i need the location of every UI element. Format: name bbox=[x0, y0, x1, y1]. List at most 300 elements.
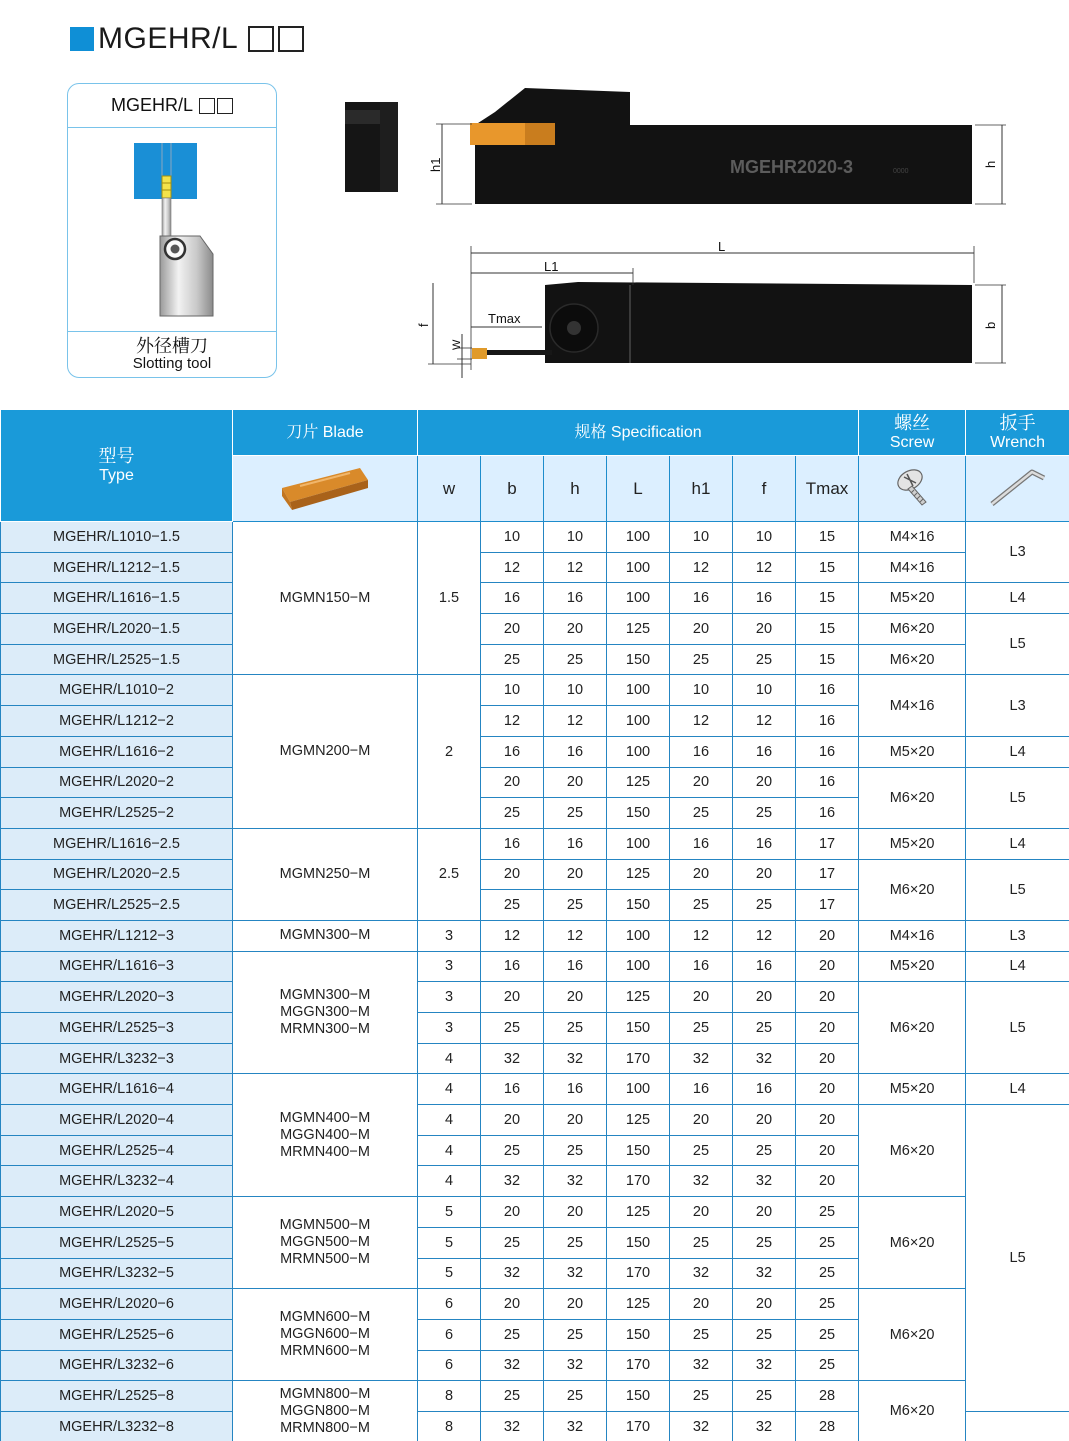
h1-cell: 16 bbox=[670, 583, 733, 614]
h-cell: 25 bbox=[544, 1319, 607, 1350]
col-f: f bbox=[733, 456, 796, 522]
blade-code: MGMN300−M bbox=[279, 927, 371, 944]
b-cell: 20 bbox=[481, 1289, 544, 1320]
h1-cell: 32 bbox=[670, 1043, 733, 1074]
h-cell: 16 bbox=[544, 736, 607, 767]
L-cell: 100 bbox=[607, 552, 670, 583]
w-cell: 3 bbox=[418, 951, 481, 982]
screw-cell: M6×20 bbox=[859, 1105, 966, 1197]
col-tmax: Tmax bbox=[796, 456, 859, 522]
tmax-cell: 15 bbox=[796, 644, 859, 675]
model-cell: MGEHR/L2525−5 bbox=[1, 1227, 233, 1258]
blade-code: MGMN150−M bbox=[279, 589, 371, 606]
dim-label-L: L bbox=[718, 239, 726, 254]
model-cell: MGEHR/L2020−2.5 bbox=[1, 859, 233, 890]
b-cell: 20 bbox=[481, 1105, 544, 1136]
L-cell: 100 bbox=[607, 522, 670, 553]
f-cell: 32 bbox=[733, 1043, 796, 1074]
wrench-cell: L3 bbox=[966, 522, 1069, 583]
blade-code: MRMN400−M bbox=[280, 1143, 370, 1160]
f-cell: 16 bbox=[733, 828, 796, 859]
L-cell: 100 bbox=[607, 675, 670, 706]
blade-cell bbox=[233, 1289, 418, 1381]
screw-cell: M6×20 bbox=[859, 644, 966, 675]
tmax-cell: 16 bbox=[796, 767, 859, 798]
h-cell: 32 bbox=[544, 1258, 607, 1289]
tmax-cell: 16 bbox=[796, 798, 859, 829]
f-cell: 16 bbox=[733, 1074, 796, 1105]
h-cell: 12 bbox=[544, 920, 607, 951]
col-w: w bbox=[418, 456, 481, 522]
blade-cell bbox=[233, 1074, 418, 1197]
blade-code: MGMN300−M bbox=[279, 987, 371, 1003]
b-cell: 20 bbox=[481, 859, 544, 890]
table-row bbox=[1, 951, 1069, 982]
b-cell: 32 bbox=[481, 1043, 544, 1074]
h-cell: 20 bbox=[544, 982, 607, 1013]
b-cell: 25 bbox=[481, 890, 544, 921]
w-cell: 4 bbox=[418, 1074, 481, 1105]
screw-cell: M6×20 bbox=[859, 1381, 966, 1441]
f-cell: 25 bbox=[733, 1135, 796, 1166]
h1-cell: 12 bbox=[670, 552, 733, 583]
L-cell: 100 bbox=[607, 706, 670, 737]
screw-cell: M6×20 bbox=[859, 859, 966, 920]
table-row bbox=[1, 736, 1069, 767]
w-cell: 4 bbox=[418, 1135, 481, 1166]
h-cell: 20 bbox=[544, 859, 607, 890]
L-cell: 125 bbox=[607, 1197, 670, 1228]
L-cell: 170 bbox=[607, 1258, 670, 1289]
caption-chinese: 外径槽刀 bbox=[136, 336, 208, 357]
b-cell: 20 bbox=[481, 767, 544, 798]
f-cell: 25 bbox=[733, 1227, 796, 1258]
f-cell: 12 bbox=[733, 706, 796, 737]
h1-cell: 20 bbox=[670, 859, 733, 890]
blade-code: MGGN400−M bbox=[280, 1126, 370, 1143]
L-cell: 100 bbox=[607, 828, 670, 859]
w-cell: 6 bbox=[418, 1350, 481, 1381]
blade-cell bbox=[233, 920, 418, 951]
L-cell: 170 bbox=[607, 1350, 670, 1381]
w-cell: 3 bbox=[418, 920, 481, 951]
tmax-cell: 16 bbox=[796, 675, 859, 706]
table-row bbox=[1, 920, 1069, 951]
model-cell: MGEHR/L2525−2 bbox=[1, 798, 233, 829]
wrench-cell: L4 bbox=[966, 828, 1069, 859]
blade-code: MRMN500−M bbox=[280, 1251, 370, 1268]
blade-cell bbox=[233, 1381, 418, 1441]
header-wrench: 扳手 Wrench bbox=[966, 410, 1069, 456]
b-cell: 25 bbox=[481, 1135, 544, 1166]
dim-label-f: f bbox=[416, 323, 431, 327]
slotting-tool-illustration bbox=[68, 128, 277, 331]
model-cell: MGEHR/L2020−1.5 bbox=[1, 614, 233, 645]
header-blade: 刀片 Blade bbox=[233, 410, 418, 456]
engraving-text: MGEHR2020-3 bbox=[730, 157, 854, 177]
wrench-cell: L5 bbox=[966, 982, 1069, 1074]
h1-cell: 32 bbox=[670, 1166, 733, 1197]
L-cell: 100 bbox=[607, 583, 670, 614]
table-row bbox=[1, 767, 1069, 798]
blade-code: MRMN300−M bbox=[280, 1021, 370, 1037]
model-cell: MGEHR/L3232−3 bbox=[1, 1043, 233, 1074]
tool-card-caption bbox=[68, 331, 276, 377]
tmax-cell: 20 bbox=[796, 951, 859, 982]
model-cell: MGEHR/L2020−4 bbox=[1, 1105, 233, 1136]
blade-insert-image bbox=[233, 456, 418, 522]
table-row bbox=[1, 1105, 1069, 1136]
h1-cell: 12 bbox=[670, 706, 733, 737]
model-cell: MGEHR/L2020−3 bbox=[1, 982, 233, 1013]
f-cell: 20 bbox=[733, 1289, 796, 1320]
model-cell: MGEHR/L3232−4 bbox=[1, 1166, 233, 1197]
b-cell: 12 bbox=[481, 920, 544, 951]
table-row bbox=[1, 1074, 1069, 1105]
title-blank-boxes bbox=[248, 26, 304, 52]
table-row bbox=[1, 522, 1069, 553]
L-cell: 150 bbox=[607, 798, 670, 829]
model-cell: MGEHR/L2020−5 bbox=[1, 1197, 233, 1228]
screw-cell: M4×16 bbox=[859, 522, 966, 553]
screw-cell: M5×20 bbox=[859, 1074, 966, 1105]
f-cell: 16 bbox=[733, 736, 796, 767]
f-cell: 20 bbox=[733, 1197, 796, 1228]
w-cell: 8 bbox=[418, 1411, 481, 1441]
h1-cell: 25 bbox=[670, 644, 733, 675]
blade-code: MGGN800−M bbox=[280, 1402, 370, 1419]
wrench-cell: L4 bbox=[966, 951, 1069, 982]
model-cell: MGEHR/L2525−1.5 bbox=[1, 644, 233, 675]
h1-cell: 25 bbox=[670, 1013, 733, 1044]
model-cell: MGEHR/L1212−2 bbox=[1, 706, 233, 737]
h1-cell: 20 bbox=[670, 767, 733, 798]
model-cell: MGEHR/L2525−6 bbox=[1, 1319, 233, 1350]
title-text: MGEHR/L bbox=[98, 22, 239, 55]
h-cell: 16 bbox=[544, 951, 607, 982]
model-cell: MGEHR/L1616−2.5 bbox=[1, 828, 233, 859]
f-cell: 12 bbox=[733, 920, 796, 951]
tmax-cell: 28 bbox=[796, 1381, 859, 1412]
w-cell: 3 bbox=[418, 1013, 481, 1044]
h-cell: 20 bbox=[544, 1197, 607, 1228]
L-cell: 125 bbox=[607, 982, 670, 1013]
h1-cell: 32 bbox=[670, 1350, 733, 1381]
b-cell: 32 bbox=[481, 1166, 544, 1197]
h1-cell: 20 bbox=[670, 982, 733, 1013]
h-cell: 25 bbox=[544, 1227, 607, 1258]
f-cell: 10 bbox=[733, 675, 796, 706]
h1-cell: 25 bbox=[670, 1135, 733, 1166]
tmax-cell: 25 bbox=[796, 1258, 859, 1289]
f-cell: 16 bbox=[733, 951, 796, 982]
h-cell: 25 bbox=[544, 1381, 607, 1412]
blade-code: MGGN600−M bbox=[280, 1326, 370, 1343]
f-cell: 32 bbox=[733, 1350, 796, 1381]
screw-cell: M4×16 bbox=[859, 920, 966, 951]
tmax-cell: 28 bbox=[796, 1411, 859, 1441]
tmax-cell: 25 bbox=[796, 1350, 859, 1381]
L-cell: 170 bbox=[607, 1166, 670, 1197]
h1-cell: 12 bbox=[670, 920, 733, 951]
L-cell: 100 bbox=[607, 736, 670, 767]
model-cell: MGEHR/L2525−2.5 bbox=[1, 890, 233, 921]
tmax-cell: 25 bbox=[796, 1197, 859, 1228]
h-cell: 32 bbox=[544, 1043, 607, 1074]
blade-code: MRMN800−M bbox=[280, 1419, 370, 1436]
L-cell: 150 bbox=[607, 1319, 670, 1350]
f-cell: 20 bbox=[733, 767, 796, 798]
table-row bbox=[1, 644, 1069, 675]
wrench-cell: L3 bbox=[966, 675, 1069, 736]
L-cell: 125 bbox=[607, 1105, 670, 1136]
screw-cell: M6×20 bbox=[859, 1197, 966, 1289]
f-cell: 20 bbox=[733, 859, 796, 890]
model-cell: MGEHR/L2020−6 bbox=[1, 1289, 233, 1320]
L-cell: 150 bbox=[607, 1135, 670, 1166]
dim-label-w: W bbox=[451, 339, 463, 350]
b-cell: 25 bbox=[481, 798, 544, 829]
h-cell: 16 bbox=[544, 583, 607, 614]
h-cell: 20 bbox=[544, 1105, 607, 1136]
table-row bbox=[1, 1289, 1069, 1320]
dim-label-h1: h1 bbox=[428, 157, 443, 172]
blade-code: MGGN300−M bbox=[280, 1004, 370, 1020]
w-cell: 8 bbox=[418, 1381, 481, 1412]
title-square-mark bbox=[70, 27, 94, 51]
h-cell: 25 bbox=[544, 798, 607, 829]
f-cell: 25 bbox=[733, 1319, 796, 1350]
b-cell: 20 bbox=[481, 982, 544, 1013]
hex-wrench-icon bbox=[986, 464, 1050, 508]
table-row bbox=[1, 583, 1069, 614]
top-view bbox=[416, 239, 1006, 378]
w-cell: 4 bbox=[418, 1166, 481, 1197]
wrench-cell: L5 bbox=[966, 1105, 1069, 1412]
b-cell: 25 bbox=[481, 1013, 544, 1044]
L-cell: 100 bbox=[607, 920, 670, 951]
col-h1: h1 bbox=[670, 456, 733, 522]
col-h: h bbox=[544, 456, 607, 522]
header-type: 型号 Type bbox=[1, 410, 233, 522]
blade-code: MGMN500−M bbox=[279, 1217, 371, 1234]
f-cell: 12 bbox=[733, 552, 796, 583]
h1-cell: 16 bbox=[670, 951, 733, 982]
blade-insert-icon bbox=[270, 458, 380, 514]
technical-drawing bbox=[330, 80, 1030, 390]
h-cell: 12 bbox=[544, 552, 607, 583]
model-cell: MGEHR/L1212−3 bbox=[1, 920, 233, 951]
h1-cell: 10 bbox=[670, 675, 733, 706]
b-cell: 25 bbox=[481, 1227, 544, 1258]
b-cell: 32 bbox=[481, 1350, 544, 1381]
L-cell: 170 bbox=[607, 1411, 670, 1441]
tmax-cell: 16 bbox=[796, 736, 859, 767]
screw-cell: M5×20 bbox=[859, 583, 966, 614]
tmax-cell: 20 bbox=[796, 1166, 859, 1197]
L-cell: 125 bbox=[607, 859, 670, 890]
h-cell: 10 bbox=[544, 675, 607, 706]
h-cell: 16 bbox=[544, 1074, 607, 1105]
wrench-cell: L3 bbox=[966, 920, 1069, 951]
tmax-cell: 15 bbox=[796, 583, 859, 614]
h-cell: 20 bbox=[544, 1289, 607, 1320]
b-cell: 20 bbox=[481, 1197, 544, 1228]
f-cell: 25 bbox=[733, 644, 796, 675]
b-cell: 25 bbox=[481, 1319, 544, 1350]
h1-cell: 16 bbox=[670, 1074, 733, 1105]
wrench-cell: L5 bbox=[966, 614, 1069, 675]
h-cell: 32 bbox=[544, 1350, 607, 1381]
blade-cell bbox=[233, 951, 418, 1074]
screw-cell: M6×20 bbox=[859, 614, 966, 645]
table-row bbox=[1, 675, 1069, 706]
tmax-cell: 25 bbox=[796, 1227, 859, 1258]
b-cell: 12 bbox=[481, 552, 544, 583]
f-cell: 25 bbox=[733, 1381, 796, 1412]
wrench-cell: L4 bbox=[966, 1074, 1069, 1105]
screw-cell: M6×20 bbox=[859, 1289, 966, 1381]
f-cell: 20 bbox=[733, 614, 796, 645]
f-cell: 32 bbox=[733, 1258, 796, 1289]
w-cell: 5 bbox=[418, 1227, 481, 1258]
tool-card-title: MGEHR/L bbox=[110, 95, 193, 115]
h1-cell: 20 bbox=[670, 614, 733, 645]
wrench-cell: L5 bbox=[966, 767, 1069, 828]
f-cell: 20 bbox=[733, 1105, 796, 1136]
h-cell: 10 bbox=[544, 522, 607, 553]
L-cell: 150 bbox=[607, 890, 670, 921]
h1-cell: 32 bbox=[670, 1258, 733, 1289]
b-cell: 32 bbox=[481, 1258, 544, 1289]
table-row bbox=[1, 1197, 1069, 1228]
tmax-cell: 15 bbox=[796, 552, 859, 583]
w-cell: 1.5 bbox=[418, 522, 481, 675]
specification-body bbox=[1, 522, 1069, 1441]
f-cell: 25 bbox=[733, 890, 796, 921]
insert-shape bbox=[162, 176, 171, 198]
table-row bbox=[1, 828, 1069, 859]
b-cell: 16 bbox=[481, 828, 544, 859]
screw-cell: M5×20 bbox=[859, 951, 966, 982]
h1-cell: 10 bbox=[670, 522, 733, 553]
col-L: L bbox=[607, 456, 670, 522]
header-screw: 螺丝 Screw bbox=[859, 410, 966, 456]
h-cell: 12 bbox=[544, 706, 607, 737]
L-cell: 150 bbox=[607, 644, 670, 675]
screw-cell: M4×16 bbox=[859, 552, 966, 583]
card-blank-boxes bbox=[199, 98, 233, 114]
model-cell: MGEHR/L2525−3 bbox=[1, 1013, 233, 1044]
tool-card-header bbox=[68, 84, 276, 128]
wrench-cell: L4 bbox=[966, 736, 1069, 767]
model-cell: MGEHR/L1010−1.5 bbox=[1, 522, 233, 553]
dim-label-L1: L1 bbox=[544, 259, 559, 274]
w-cell: 6 bbox=[418, 1289, 481, 1320]
b-cell: 16 bbox=[481, 583, 544, 614]
header-specification: 规格 Specification bbox=[418, 410, 859, 456]
tmax-cell: 15 bbox=[796, 522, 859, 553]
L-cell: 100 bbox=[607, 1074, 670, 1105]
table-row bbox=[1, 614, 1069, 645]
L-cell: 125 bbox=[607, 1289, 670, 1320]
h1-cell: 32 bbox=[670, 1411, 733, 1441]
model-cell: MGEHR/L2020−2 bbox=[1, 767, 233, 798]
h-cell: 25 bbox=[544, 1013, 607, 1044]
b-cell: 10 bbox=[481, 522, 544, 553]
blade-code: MGMN200−M bbox=[279, 743, 371, 760]
screw-cell: M6×20 bbox=[859, 982, 966, 1074]
w-cell: 2.5 bbox=[418, 828, 481, 920]
b-cell: 32 bbox=[481, 1411, 544, 1441]
screw-cell: M6×20 bbox=[859, 767, 966, 828]
tmax-cell: 15 bbox=[796, 614, 859, 645]
tmax-cell: 20 bbox=[796, 1013, 859, 1044]
wrench-cell: L5 bbox=[966, 859, 1069, 920]
L-cell: 100 bbox=[607, 951, 670, 982]
blade-cell bbox=[233, 522, 418, 675]
model-cell: MGEHR/L1616−2 bbox=[1, 736, 233, 767]
b-cell: 25 bbox=[481, 1381, 544, 1412]
blade-cell bbox=[233, 828, 418, 920]
screw-cell: M4×16 bbox=[859, 675, 966, 736]
h1-cell: 25 bbox=[670, 798, 733, 829]
h1-cell: 25 bbox=[670, 1319, 733, 1350]
h-cell: 25 bbox=[544, 644, 607, 675]
caption-english: Slotting tool bbox=[132, 355, 212, 372]
tmax-cell: 20 bbox=[796, 1105, 859, 1136]
L-cell: 150 bbox=[607, 1381, 670, 1412]
f-cell: 16 bbox=[733, 583, 796, 614]
w-cell: 4 bbox=[418, 1043, 481, 1074]
h-cell: 20 bbox=[544, 767, 607, 798]
blade-code: MRMN600−M bbox=[280, 1343, 370, 1360]
w-cell: 5 bbox=[418, 1197, 481, 1228]
b-cell: 12 bbox=[481, 706, 544, 737]
model-cell: MGEHR/L2525−8 bbox=[1, 1381, 233, 1412]
f-cell: 25 bbox=[733, 798, 796, 829]
b-cell: 10 bbox=[481, 675, 544, 706]
w-cell: 3 bbox=[418, 982, 481, 1013]
screw-cell: M5×20 bbox=[859, 828, 966, 859]
wrench-cell: L4 bbox=[966, 583, 1069, 614]
blade-code: MGMN250−M bbox=[279, 865, 371, 882]
h-cell: 25 bbox=[544, 890, 607, 921]
w-cell: 4 bbox=[418, 1105, 481, 1136]
h1-cell: 20 bbox=[670, 1105, 733, 1136]
model-cell: MGEHR/L3232−8 bbox=[1, 1411, 233, 1441]
tmax-cell: 25 bbox=[796, 1289, 859, 1320]
tmax-cell: 16 bbox=[796, 706, 859, 737]
blade-cell bbox=[233, 1197, 418, 1289]
blade-code: MGMN400−M bbox=[279, 1109, 371, 1126]
h-cell: 32 bbox=[544, 1166, 607, 1197]
tmax-cell: 20 bbox=[796, 982, 859, 1013]
screw-image bbox=[859, 456, 966, 522]
tmax-cell: 20 bbox=[796, 920, 859, 951]
model-cell: MGEHR/L1212−1.5 bbox=[1, 552, 233, 583]
L-cell: 150 bbox=[607, 1013, 670, 1044]
svg-text:0000: 0000 bbox=[893, 168, 909, 175]
f-cell: 10 bbox=[733, 522, 796, 553]
b-cell: 16 bbox=[481, 736, 544, 767]
blade-cell bbox=[233, 675, 418, 828]
wrench-image bbox=[966, 456, 1069, 522]
b-cell: 16 bbox=[481, 951, 544, 982]
tool-card bbox=[67, 83, 277, 378]
table-row bbox=[1, 1381, 1069, 1412]
dim-label-h: h bbox=[983, 160, 998, 168]
